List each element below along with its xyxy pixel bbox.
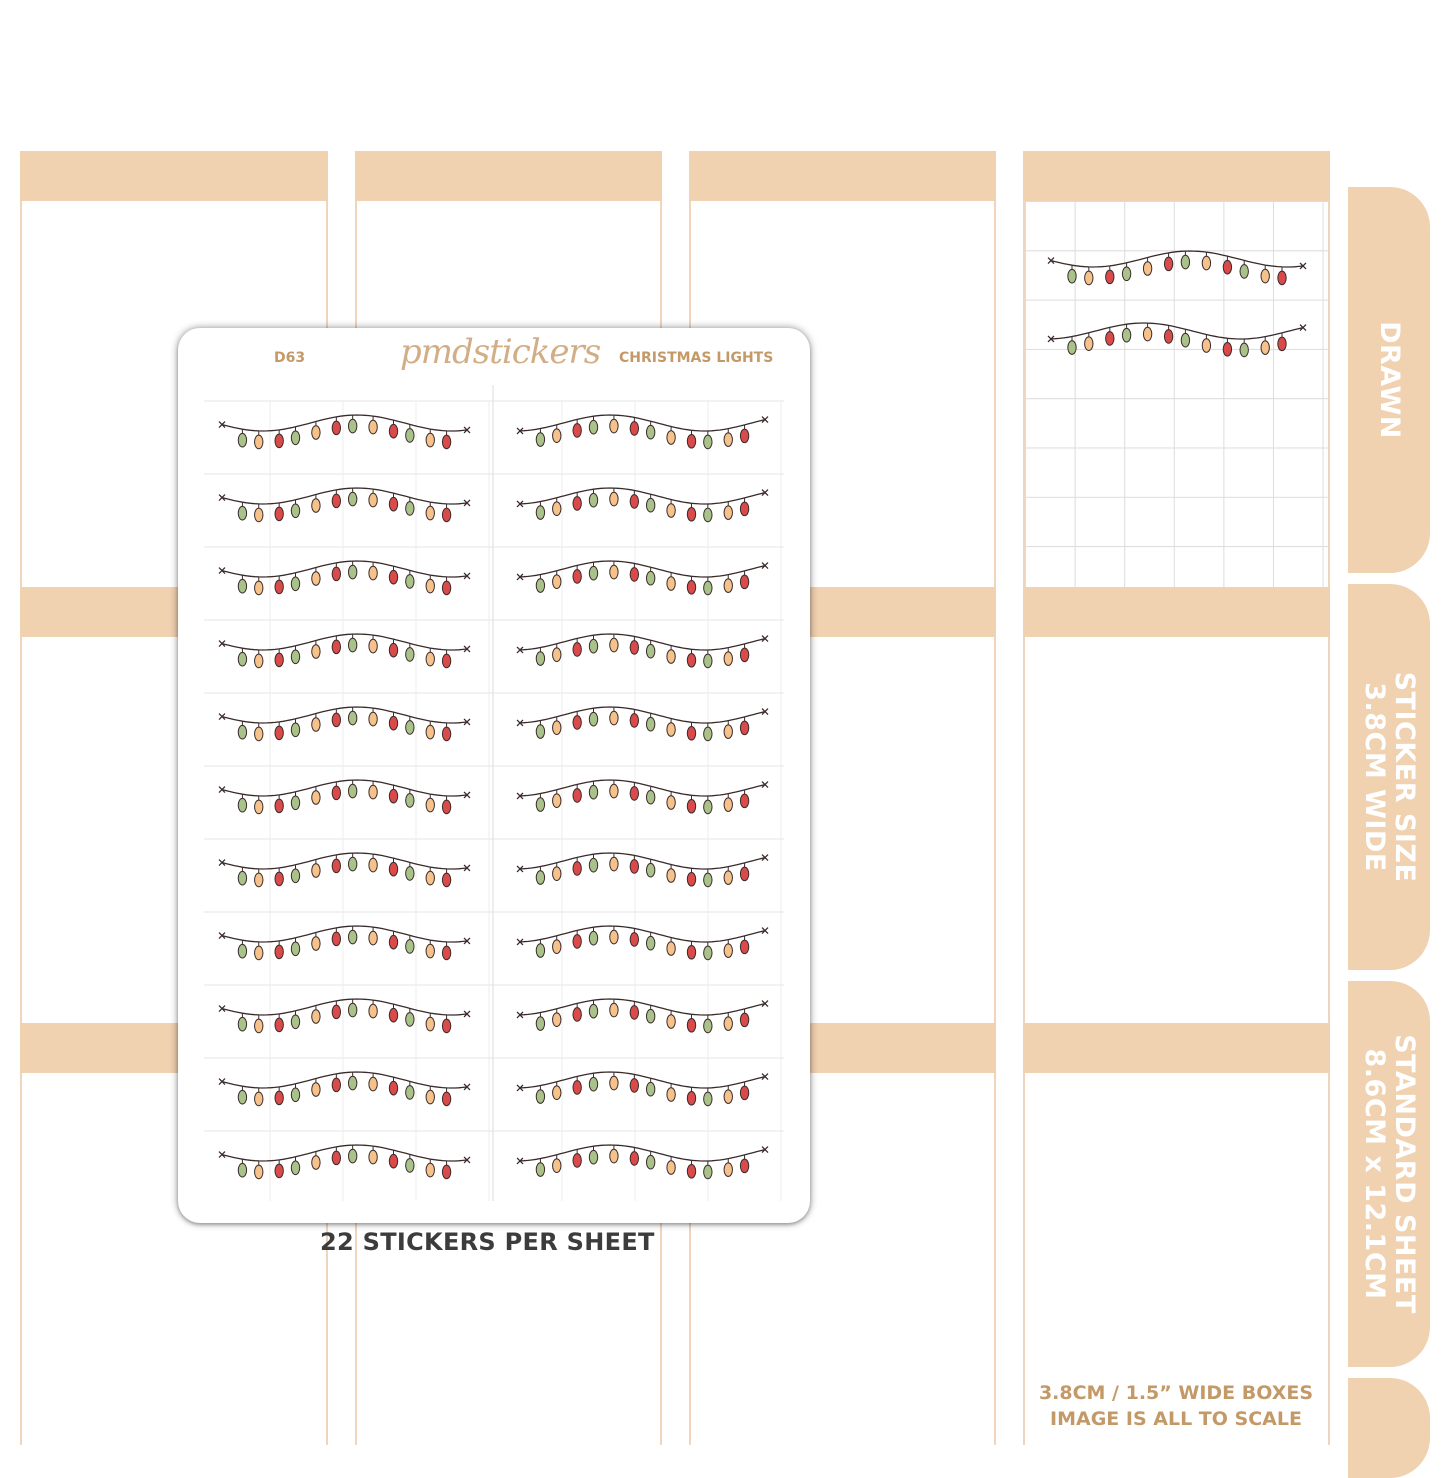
column-header [20,151,328,201]
string-lights-sticker [517,561,768,595]
tab-drawn[interactable] [1348,187,1430,573]
sticker-grid [204,385,784,1201]
tab-label: STICKER SIZE 3.8CM WIDE [1359,671,1420,883]
string-lights-sticker [517,707,768,741]
planner-column-4 [1023,151,1330,1445]
tab-sticker-size[interactable] [1348,584,1430,970]
string-lights-sticker [517,634,768,668]
string-lights-sticker [219,1145,470,1179]
string-lights-sticker [517,780,768,814]
string-lights-sticker [517,999,768,1033]
string-lights-sticker [1048,251,1306,285]
tab-label: STANDARD SHEET 8.6CM x 12.1CM [1359,1034,1420,1314]
string-lights-sticker [219,780,470,814]
column-header [1023,151,1330,201]
string-lights-sticker [517,488,768,522]
scale-note-line-2: IMAGE IS ALL TO SCALE [1050,1408,1302,1430]
scale-note-line-1: 3.8CM / 1.5” WIDE BOXES [1038,1382,1314,1404]
tab-label: DRAWN [1374,321,1405,439]
column-header [355,151,662,201]
tab-partial[interactable] [1348,1378,1430,1478]
string-lights-sticker [517,926,768,960]
string-lights-sticker [517,853,768,887]
string-lights-sticker [219,707,470,741]
string-lights-sticker [1048,323,1306,357]
column-header [689,151,996,201]
tab-standard-sheet[interactable] [1348,981,1430,1367]
string-lights-sticker [219,1072,470,1106]
string-lights-sticker [517,415,768,449]
string-lights-sticker [219,999,470,1033]
string-lights-sticker [219,561,470,595]
sticker-preview [1025,201,1328,587]
string-lights-sticker [517,1145,768,1179]
brand-logo: pmdstickers [400,332,601,372]
sheet-code: D63 [274,350,306,366]
column-section-header [1023,587,1330,637]
string-lights-sticker [219,415,470,449]
string-lights-sticker [219,853,470,887]
string-lights-sticker [517,1072,768,1106]
string-lights-sticker [219,634,470,668]
sticker-count-caption: 22 STICKERS PER SHEET [320,1228,655,1256]
sticker-sheet [178,328,810,1223]
string-lights-sticker [219,488,470,522]
string-lights-sticker [219,926,470,960]
sheet-title: CHRISTMAS LIGHTS [619,350,774,366]
scale-note [1028,1380,1324,1432]
column-section-header [1023,1023,1330,1073]
